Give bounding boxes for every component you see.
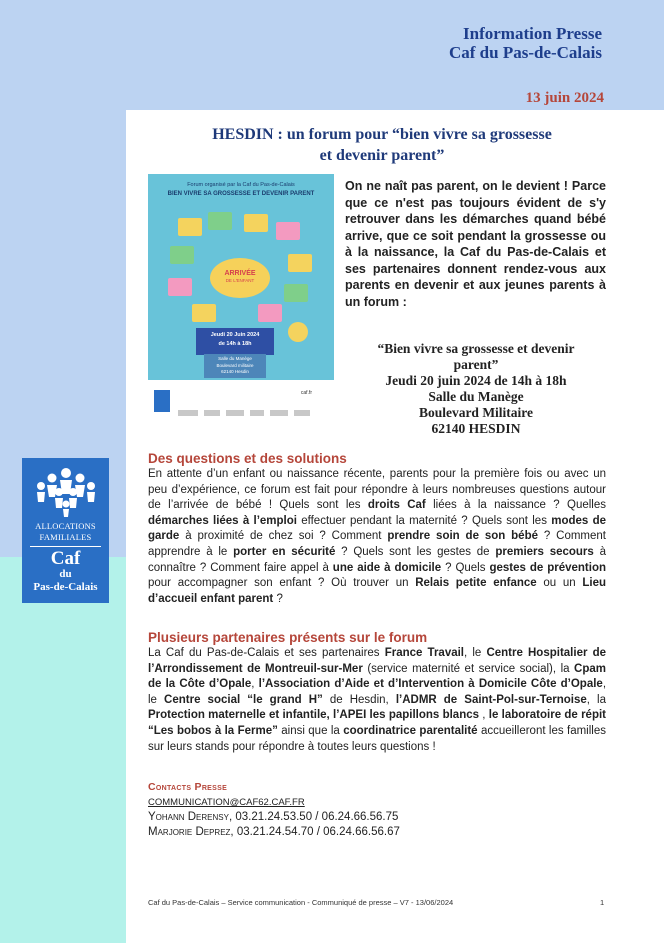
poster-badge-title: ARRIVÉE [224, 270, 256, 277]
text-run: , [479, 709, 489, 722]
bold-run: Lieu d’accueil enfant parent [148, 577, 607, 605]
bold-run: gestes de prévention [489, 561, 606, 574]
event-city: 62140 HESDIN [431, 421, 521, 436]
logo-divider [30, 546, 101, 547]
caf-logo [22, 458, 109, 603]
poster-sticker [258, 304, 282, 322]
bold-run: France Travail [384, 647, 464, 659]
text-run: , la [586, 693, 606, 706]
release-date: 13 juin 2024 [525, 90, 604, 106]
press-header [449, 24, 602, 62]
contacts-title: Contacts Presse [148, 781, 228, 793]
text-run: (service maternité et service social), la [362, 662, 575, 675]
poster-address-street: Boulevard militaire [216, 362, 254, 368]
section-body-questions [148, 467, 606, 607]
text-run: ? Comment apprendre à le [148, 530, 606, 558]
page-title [150, 124, 614, 166]
event-venue: Salle du Manège [428, 389, 524, 404]
text-run: effectuer pendant la maternité ? Quels sont les [296, 514, 552, 527]
text-run: , le [464, 647, 487, 659]
poster-address-venue: Salle du Manège [218, 356, 252, 361]
bold-run: l’ADMR de Saint-Pol-sur-Ternoise [395, 693, 587, 706]
poster-sticker [276, 222, 300, 240]
bold-run: premiers secours [495, 545, 594, 558]
press-header-line2: Caf du Pas-de-Calais [448, 43, 602, 62]
side-band-mint [0, 557, 126, 943]
press-header-line1: Information Presse [463, 24, 602, 43]
logo-caf: Caf [50, 548, 81, 569]
poster-footer [148, 380, 334, 424]
text-run: à proximité de chez soi ? Comment [179, 530, 388, 543]
poster-sticker [284, 284, 308, 302]
text-run: liées à la naissance ? Quelles [425, 499, 606, 512]
contact-email-link[interactable]: COMMUNICATION@CAF62.CAF.FR [148, 797, 305, 808]
section-title-questions: Des questions et des solutions [148, 451, 347, 466]
bold-run: Protection maternelle et infantile, l’APEI les papillons blancs [148, 709, 480, 722]
text-run: , [251, 678, 259, 691]
poster-date-hours: de 14h à 18h [218, 341, 252, 347]
text-run: ou un [536, 577, 583, 590]
poster-badge [210, 258, 270, 298]
text-run: ? Quels sont les gestes de [335, 545, 496, 558]
logo-du: du [59, 568, 72, 580]
poster-partner-logos [294, 410, 310, 416]
poster-partner-logos [270, 410, 288, 416]
poster-url: caf.fr [300, 390, 312, 396]
bold-run: prendre soin de son bébé [387, 530, 538, 543]
poster-sticker [288, 254, 312, 272]
poster-partner-logos [178, 410, 198, 416]
bold-run: Centre Hospitalier de l’Arrondissement de Montreuil-sur-Mer [148, 647, 606, 675]
poster-partner-logos [226, 410, 244, 416]
page-number: 1 [600, 898, 605, 907]
poster-organizer: Forum organisé par la Caf du Pas-de-Calais [187, 182, 295, 188]
logo-allocations: ALLOCATIONS [35, 521, 96, 531]
section-body-partners [148, 646, 606, 755]
event-street: Boulevard Militaire [418, 405, 534, 420]
logo-familiales: FAMILIALES [39, 532, 92, 542]
text-run: , le [148, 678, 607, 706]
poster-badge-subtitle: DE L'ENFANT [225, 278, 255, 283]
text-run: ? Quels [441, 561, 490, 574]
bold-run: porter en sécurité [233, 545, 336, 558]
poster-address [204, 354, 266, 378]
event-poster [148, 174, 334, 424]
page-footer: Caf du Pas-de-Calais – Service communication - Communiqué de presse – V7 - 13/06/2024 [148, 898, 454, 907]
poster-sticker [170, 246, 194, 264]
bold-run: l’Association d’Aide et d’Intervention à Domicile Côte d’Opale [258, 678, 603, 691]
family-icon [31, 464, 101, 520]
bold-run: Relais petite enfance [415, 577, 537, 590]
poster-caf-logo [154, 390, 170, 412]
bold-run: démarches liées à l’emploi [148, 514, 297, 527]
text-run: de Hesdin, [322, 693, 396, 706]
bold-run: le laboratoire de répit “Les bobos à la Ferme” [148, 709, 606, 737]
poster-sticker [168, 278, 192, 296]
poster-sticker [244, 214, 268, 232]
poster-sticker [288, 322, 308, 342]
event-details [336, 341, 616, 437]
intro-paragraph: On ne naît pas parent, on le devient ! Parce que ce n'est pas toujours évident de s'y retrouver dans les démarches quand bébé arrive, que ce soit pendant la grossesse ou à la naissance, la Caf du Pas-de-Calais et ses partenaires donnent rendez-vous aux parents en devenir et aux jeunes parents à un forum : [345, 179, 606, 309]
poster-title: BIEN VIVRE SA GROSSESSE ET DEVENIR PARENT [167, 191, 315, 197]
text-run: En attente d’un enfant ou naissance récente, parents pour la première fois ou avec un peu d’expérience, ce forum est fait pour répondre à leurs nombreuses questions autour de l’arrivée de bébé ! Quels sont les [148, 468, 606, 512]
text-run: pour accompagner son enfant ? Où trouver un [148, 577, 416, 590]
contact-person-1: Yohann Derensy, 03.21.24.53.50 / 06.24.66.56.75 [148, 811, 399, 823]
bold-run: droits Caf [367, 499, 426, 512]
poster-date-day: Jeudi 20 Juin 2024 [210, 332, 260, 338]
text-run: ainsi que la [277, 724, 344, 737]
poster-sticker [178, 218, 202, 236]
text-run: à connaître ? Comment faire appel à [148, 545, 606, 574]
poster-sticker [192, 304, 216, 322]
bold-run: Cpam de la Côte d’Opale [148, 662, 606, 691]
bold-run: modes de garde [148, 514, 606, 543]
event-name-line2: parent” [453, 357, 499, 372]
poster-partner-logos [250, 410, 264, 416]
text-run: accueilleront les familles sur leurs stands pour répondre à toutes leurs questions ! [148, 724, 606, 753]
poster-sticker [208, 212, 232, 230]
section-title-partners: Plusieurs partenaires présents sur le forum [148, 630, 428, 645]
text-run: ? [273, 592, 283, 605]
bold-run: Centre social “le grand H” [164, 693, 323, 706]
page-title-line1: HESDIN : un forum pour “bien vivre sa grossesse [212, 126, 552, 143]
logo-dept: Pas-de-Calais [33, 581, 98, 593]
bold-run: une aide à domicile [332, 561, 442, 574]
event-name-line1: “Bien vivre sa grossesse et devenir [377, 341, 575, 356]
bold-run: coordinatrice parentalité [343, 724, 478, 737]
poster-date [196, 328, 274, 355]
text-run: La Caf du Pas-de-Calais et ses partenaires [148, 647, 385, 659]
contact-person-2: Marjorie Deprez, 03.21.24.54.70 / 06.24.66.56.67 [148, 826, 400, 838]
event-when: Jeudi 20 juin 2024 de 14h à 18h [385, 373, 567, 388]
poster-partner-logos [204, 410, 220, 416]
poster-address-city: 62140 Hesdin [221, 369, 249, 374]
page-title-line2: et devenir parent” [319, 147, 445, 164]
